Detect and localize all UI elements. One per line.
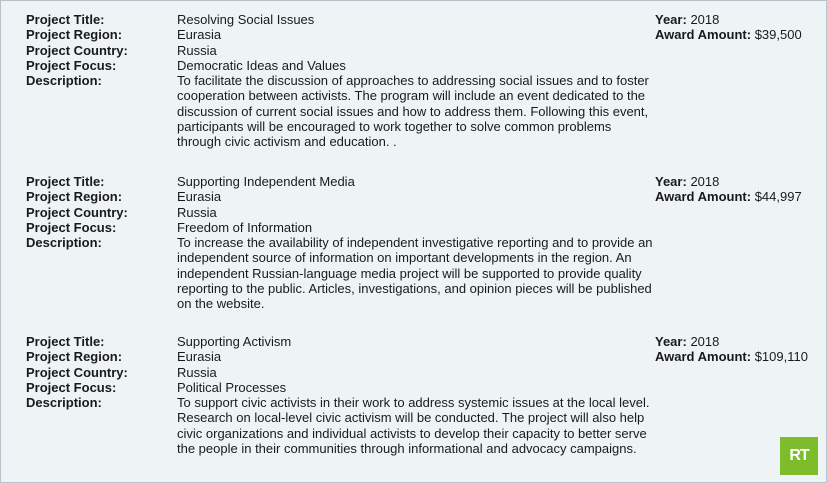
- field-values: [177, 12, 655, 150]
- year-label: Year:: [655, 12, 687, 27]
- field-labels: [26, 174, 171, 250]
- project-title-value: Supporting Activism: [177, 334, 292, 349]
- year-value: 2018: [690, 334, 720, 349]
- project-meta: [655, 174, 825, 205]
- year-label: Year:: [655, 174, 687, 189]
- award-value: $44,997: [754, 189, 802, 205]
- field-values: [177, 174, 655, 312]
- description-value: To facilitate the discussion of approaches to addressing social issues and to foster cooperation between activists. The program will include an event dedicated to the discussion of current social issues and how to address them. Following this event, participants will be encouraged to work together to solve common problems through civic activism and education. .: [177, 73, 649, 150]
- project-country-label: Project Country:: [26, 42, 128, 58]
- award-label: Award Amount:: [655, 189, 752, 205]
- project-title-label: Project Title:: [26, 334, 105, 349]
- year-value: 2018: [690, 12, 720, 27]
- rt-logo: RT: [780, 437, 818, 475]
- project-focus-label: Project Focus:: [26, 219, 117, 235]
- project-region-label: Project Region:: [26, 349, 123, 365]
- project-country-label: Project Country:: [26, 364, 128, 380]
- project-country-value: Russia: [177, 204, 217, 220]
- project-country-value: Russia: [177, 364, 217, 380]
- project-focus-value: Political Processes: [177, 379, 287, 395]
- award-row: [655, 189, 825, 204]
- year-row: [655, 334, 825, 349]
- project-region-value: Eurasia: [177, 189, 222, 205]
- description-label: Description:: [26, 73, 102, 89]
- award-value: $109,110: [754, 349, 808, 365]
- project-region-label: Project Region:: [26, 27, 123, 43]
- project-meta: [655, 334, 825, 365]
- project-country-value: Russia: [177, 42, 217, 58]
- award-row: [655, 349, 825, 364]
- field-labels: [26, 334, 171, 410]
- project-meta: [655, 12, 825, 43]
- project-title-label: Project Title:: [26, 12, 105, 27]
- award-label: Award Amount:: [655, 349, 752, 365]
- project-title-value: Supporting Independent Media: [177, 174, 355, 189]
- project-country-label: Project Country:: [26, 204, 128, 220]
- award-value: $39,500: [754, 27, 802, 43]
- year-row: [655, 12, 825, 27]
- project-title-label: Project Title:: [26, 174, 105, 189]
- field-values: [177, 334, 655, 456]
- year-label: Year:: [655, 334, 687, 349]
- description-value: To support civic activists in their work to address systemic issues at the local level. Research on local-level civic activism will be conducted. The project will also help civic organizations and individual activists to develop their capacity to better serve the people in their communities through informational and advocacy campaigns.: [177, 395, 650, 457]
- award-row: [655, 27, 825, 42]
- year-value: 2018: [690, 174, 720, 189]
- description-value: To increase the availability of independent investigative reporting and to provide an independent source of information on important developments in the region. An independent Russian-language media project will be supported to provide quality reporting to the public. Articles, investigations, and opinion pieces will be published on the website.: [177, 235, 653, 312]
- project-focus-value: Democratic Ideas and Values: [177, 57, 346, 73]
- description-label: Description:: [26, 235, 102, 251]
- description-label: Description:: [26, 395, 102, 411]
- project-region-value: Eurasia: [177, 27, 222, 43]
- project-region-value: Eurasia: [177, 349, 222, 365]
- project-region-label: Project Region:: [26, 189, 123, 205]
- project-focus-value: Freedom of Information: [177, 219, 313, 235]
- field-labels: [26, 12, 171, 88]
- award-label: Award Amount:: [655, 27, 752, 43]
- project-focus-label: Project Focus:: [26, 57, 117, 73]
- project-title-value: Resolving Social Issues: [177, 12, 315, 27]
- year-row: [655, 174, 825, 189]
- project-focus-label: Project Focus:: [26, 379, 117, 395]
